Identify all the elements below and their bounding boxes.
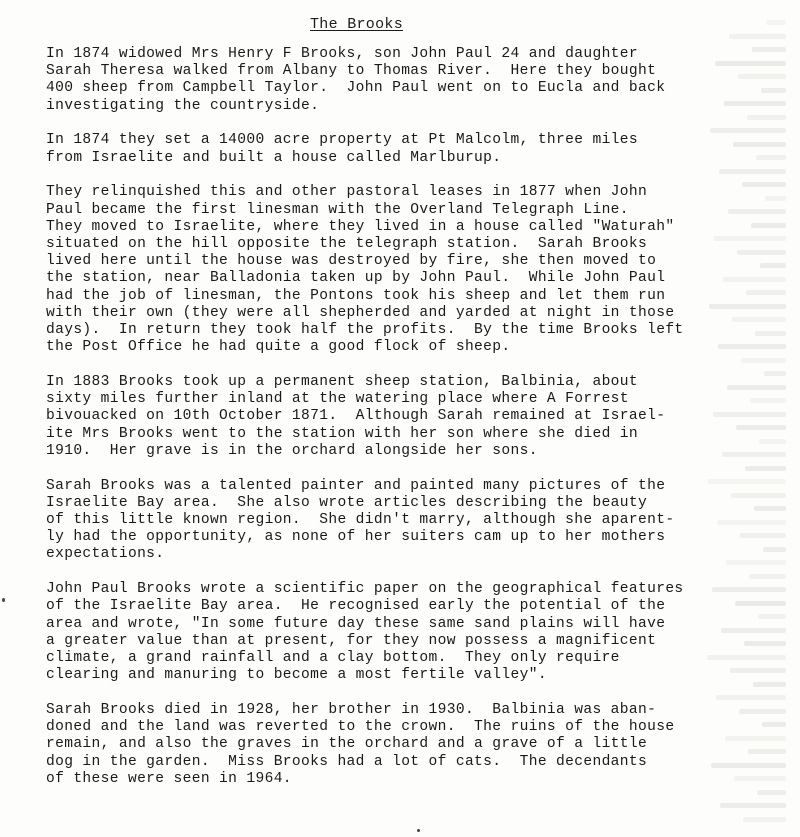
paragraph xyxy=(46,46,791,115)
text-line: of these were seen in 1964. xyxy=(46,770,292,787)
text-line: Sarah Brooks died in 1928, her brother in 1930. Balbinia was aban- xyxy=(46,702,657,719)
text-line: expectations. xyxy=(46,546,165,563)
text-line: had the job of linesman, the Pontons took his sheep and let them run xyxy=(46,287,666,304)
text-line: lived here until the house was destroyed by fire, she then moved to xyxy=(46,253,657,270)
text-line: remain, and also the graves in the orchard and a grave of a little xyxy=(46,736,648,753)
paragraph xyxy=(46,478,791,564)
document-body xyxy=(46,46,791,806)
text-line: Paul became the first linesman with the Overland Telegraph Line. xyxy=(46,201,629,218)
text-line: In 1883 Brooks took up a permanent sheep station, Balbinia, about xyxy=(46,374,638,391)
text-line: John Paul Brooks wrote a scientific paper on the geographical features xyxy=(46,581,684,598)
bleed-mark xyxy=(766,20,786,25)
text-line: climate, a grand rainfall and a clay bottom. They only require xyxy=(46,650,620,667)
paragraph xyxy=(46,581,791,684)
paragraph xyxy=(46,374,791,460)
scan-speck xyxy=(417,829,420,832)
text-line: Sarah Brooks was a talented painter and painted many pictures of the xyxy=(46,477,666,494)
text-line: situated on the hill opposite the telegraph station. Sarah Brooks xyxy=(46,236,648,253)
text-line: ly had the opportunity, as none of her suiters cam up to her mothers xyxy=(46,529,666,546)
text-line: sixty miles further inland at the watering place where A Forrest xyxy=(46,391,629,408)
text-line: of the Israelite Bay area. He recognised early the potential of the xyxy=(46,598,666,615)
paragraph xyxy=(46,702,791,788)
document-title: The Brooks xyxy=(310,16,404,33)
text-line: area and wrote, "In some future day these same sand plains will have xyxy=(46,615,666,632)
paragraph xyxy=(46,132,791,166)
text-line: 400 sheep from Campbell Taylor. John Paul went on to Eucla and back xyxy=(46,80,666,97)
text-line: with their own (they were all shepherded and yarded at night in those xyxy=(46,304,675,321)
text-line: investigating the countryside. xyxy=(46,97,320,114)
text-line: clearing and manuring to become a most fertile valley". xyxy=(46,667,547,684)
text-line: In 1874 widowed Mrs Henry F Brooks, son John Paul 24 and daughter xyxy=(46,46,638,62)
text-line: 1910. Her grave is in the orchard alongside her sons. xyxy=(46,442,538,459)
text-line: from Israelite and built a house called Marlburup. xyxy=(46,149,502,166)
text-line: Sarah Theresa walked from Albany to Thomas River. Here they bought xyxy=(46,63,657,80)
text-line: ite Mrs Brooks went to the station with her son where she died in xyxy=(46,425,638,442)
paragraph xyxy=(46,184,791,356)
text-line: of this little known region. She didn't marry, although she aparent- xyxy=(46,512,675,529)
text-line: Israelite Bay area. She also wrote articles describing the beauty xyxy=(46,494,648,511)
text-line: In 1874 they set a 14000 acre property at Pt Malcolm, three miles xyxy=(46,132,638,149)
text-line: the Post Office he had quite a good flock of sheep. xyxy=(46,339,511,356)
text-line: a greater value than at present, for they now possess a magnificent xyxy=(46,632,657,649)
text-line: dog in the garden. Miss Brooks had a lot of cats. The decendants xyxy=(46,753,648,770)
bleed-mark xyxy=(729,34,786,39)
text-line: doned and the land was reverted to the crown. The ruins of the house xyxy=(46,719,675,736)
text-line: They moved to Israelite, where they lived in a house called "Waturah" xyxy=(46,218,675,235)
text-line: the station, near Balladonia taken up by John Paul. While John Paul xyxy=(46,270,666,287)
bleed-mark xyxy=(743,817,786,822)
scan-speck xyxy=(2,598,5,602)
text-line: bivouacked on 10th October 1871. Although Sarah remained at Israel- xyxy=(46,408,666,425)
text-line: They relinquished this and other pastoral leases in 1877 when John xyxy=(46,184,648,201)
text-line: days). In return they took half the profits. By the time Brooks left xyxy=(46,322,684,339)
